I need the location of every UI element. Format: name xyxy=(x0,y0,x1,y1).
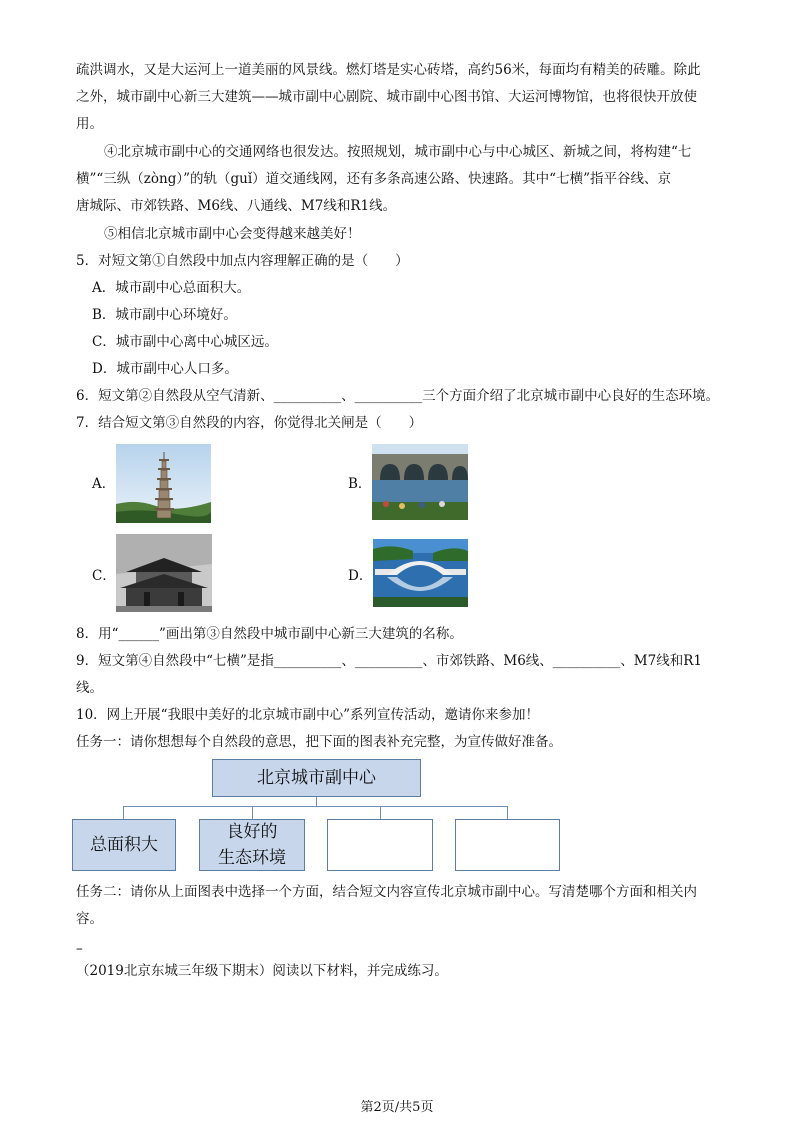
option-b: B．城市副中心环境好。 xyxy=(92,307,237,323)
diagram-box-environment-line1: 良好的 xyxy=(226,822,278,842)
connector-line xyxy=(252,806,253,819)
question-9: 9．短文第④自然段中“七横”是指__________、__________、市郊铁路、M6线、__________、M7线和R1 xyxy=(76,653,702,669)
option-b-label: B． xyxy=(348,476,372,492)
option-d-label: D． xyxy=(348,568,373,584)
option-a: A．城市副中心总面积大。 xyxy=(92,280,251,296)
option-a-label: A． xyxy=(92,476,116,492)
connector-line xyxy=(507,806,508,819)
passage-line: ⑤相信北京城市副中心会变得越来越美好！ xyxy=(104,226,361,242)
diagram-box-area: 总面积大 xyxy=(72,819,176,871)
passage-line: 之外，城市副中心新三大建筑——城市副中心剧院、城市副中心图书馆、大运河博物馆，也将很快开放使 xyxy=(76,89,697,105)
passage-line: 用。 xyxy=(76,116,103,132)
connector-line xyxy=(123,806,124,819)
diagram-blank-box-3[interactable] xyxy=(327,819,433,871)
diagram-blank-box-4[interactable] xyxy=(455,819,560,871)
gate-tower-image xyxy=(116,534,212,612)
passage-line: 横”“三纵（zòng）”的轨（guǐ）道交通线网，还有多条高速公路、快速路。其中“七横”指平谷线、京 xyxy=(76,171,671,187)
passage-line: ④北京城市副中心的交通网络也很发达。按照规划，城市副中心与中心城区、新城之间，将构建“七 xyxy=(104,144,692,160)
task-one: 任务一：请你想想每个自然段的意思，把下面的图表补充完整，为宣传做好准备。 xyxy=(76,734,562,750)
diagram-box-environment xyxy=(199,819,305,871)
question-8: 8．用“______”画出第③自然段中城市副中心新三大建筑的名称。 xyxy=(76,626,463,642)
option-c: C．城市副中心离中心城区远。 xyxy=(92,334,278,350)
option-c-label: C． xyxy=(92,568,116,584)
diagram-box-environment-line2: 生态环境 xyxy=(218,848,286,868)
option-d: D．城市副中心人口多。 xyxy=(92,361,238,377)
dash-mark: – xyxy=(76,941,83,957)
task-two: 任务二：请你从上面图表中选择一个方面，结合短文内容宣传北京城市副中心。写清楚哪个方面和相关内 xyxy=(76,884,697,900)
pagoda-image xyxy=(116,444,211,523)
connector-line xyxy=(123,806,508,807)
task-two-cont: 容。 xyxy=(76,911,103,927)
passage-line: 疏洪调水，又是大运河上一道美丽的风景线。燃灯塔是实心砖塔，高约56米，每面均有精美的砖雕。除此 xyxy=(76,62,701,78)
passage-line: 唐城际、市郊铁路、M6线、八通线、M7线和R1线。 xyxy=(76,198,397,214)
page-number: 第2页/共5页 xyxy=(360,1100,434,1115)
question-6: 6．短文第②自然段从空气清新、__________、__________三个方面介绍了北京城市副中心良好的生态环境。 xyxy=(76,388,720,404)
diagram-root-box: 北京城市副中心 xyxy=(212,759,421,797)
arch-bridge-image xyxy=(373,539,468,607)
question-9-cont: 线。 xyxy=(76,680,103,696)
stone-bridge-image xyxy=(372,444,468,520)
question-7: 7．结合短文第③自然段的内容，你觉得北关闸是（ ） xyxy=(76,415,423,431)
question-5: 5．对短文第①自然段中加点内容理解正确的是（ ） xyxy=(76,253,409,269)
next-section-heading: （2019北京东城三年级下期末）阅读以下材料，并完成练习。 xyxy=(76,963,448,979)
question-10: 10．网上开展“我眼中美好的北京城市副中心”系列宣传活动，邀请你来参加！ xyxy=(76,707,539,723)
connector-line xyxy=(380,806,381,819)
